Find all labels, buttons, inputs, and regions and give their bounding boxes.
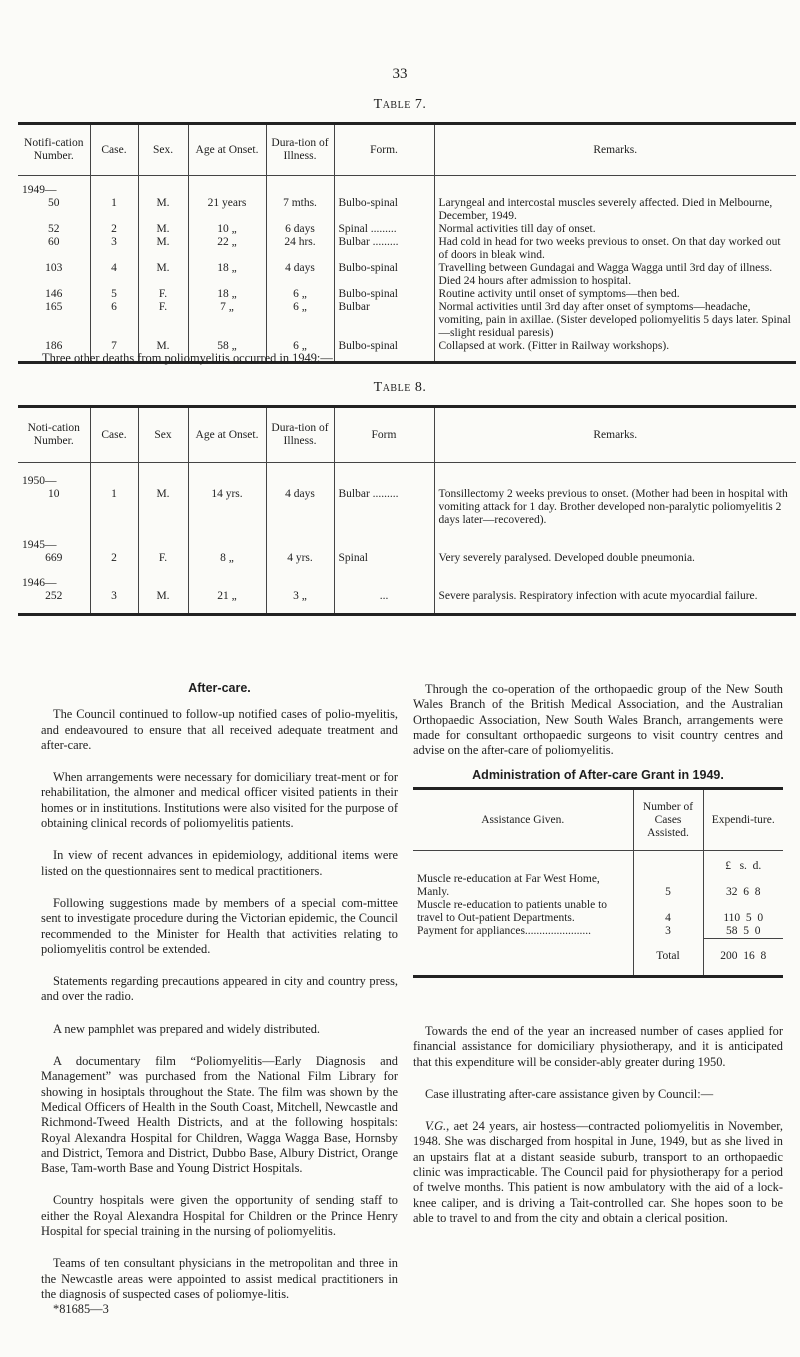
t7-cell-form: Bulbo-spinal	[334, 262, 434, 288]
currency-row	[703, 851, 783, 873]
t7-header-form: Form.	[334, 124, 434, 176]
t8-cell-remarks: Severe paralysis. Respiratory infection with acute myocardial failure.	[438, 590, 758, 602]
grant-header-assistance: Assistance Given.	[413, 789, 633, 851]
print-code: *81685—3	[53, 1302, 109, 1317]
paragraph: Country hospitals were given the opportunity of sending staff to either the Royal Alexandra Hospital for Children or the Prince Henry Hospital for special training in the nursing of poliomyelitis.	[41, 1193, 398, 1239]
t8-year: 1950—	[18, 463, 90, 489]
t7-cell-case: 1	[90, 197, 138, 223]
t7-header-age: Age at Onset.	[188, 124, 266, 176]
pence-unit: d.	[752, 859, 762, 872]
t7-header-notification: Notifi-cation Number.	[18, 124, 90, 176]
t7-cell-sex: F.	[138, 288, 188, 301]
t7-cell-form: Bulbo-spinal	[334, 288, 434, 301]
table-row	[413, 899, 783, 925]
t8-cell-age: 21 „	[188, 590, 266, 615]
t7-cell-case: 6	[90, 301, 138, 340]
between-text: Three other deaths from poliomyelitis occurred in 1949:—	[42, 351, 333, 365]
grant-cell-label: Payment for appliances.......................	[413, 925, 633, 939]
grant-cell-cases: 5	[633, 873, 703, 899]
grant-cell-amount: 110 5 0	[723, 911, 764, 924]
t7-year: 1949—	[18, 176, 90, 198]
t7-cell-duration: 4 days	[266, 262, 334, 288]
t8-header-form: Form	[334, 407, 434, 463]
t8-cell-form: Bulbar .........	[334, 488, 434, 527]
t8-cell-duration: 3 „	[266, 590, 334, 615]
t7-header-duration: Dura-tion of Illness.	[266, 124, 334, 176]
t8-cell-case: 3	[90, 590, 138, 615]
t7-cell-form: Spinal .........	[334, 223, 434, 236]
t7-cell-remarks: Normal activities until 3rd day after onset of symptoms—headache, vomiting, pain in axillae. (Sister developed poliomyelitis 5 days later. Spinal—slight residual paresis)	[438, 301, 791, 339]
grant-cell-cases: 4	[633, 899, 703, 925]
table-row	[18, 552, 796, 565]
t8-cell-age: 14 yrs.	[188, 488, 266, 527]
case-paragraph	[413, 1119, 783, 1226]
t7-cell-case: 3	[90, 236, 138, 262]
paragraph: The Council continued to follow-up notified cases of polio-myelitis, and endeavoured to ensure that all received adequate treatment and after-care.	[41, 707, 398, 752]
t8-year: 1945—	[18, 527, 90, 552]
t7-cell-case: 4	[90, 262, 138, 288]
grant-table	[413, 787, 783, 978]
t8-year: 1946—	[18, 565, 90, 590]
grant-cell-amount: 58 5 0	[703, 925, 783, 939]
grant-header-cases: Number of Cases Assisted.	[633, 789, 703, 851]
t7-cell-form: Bulbar .........	[334, 236, 434, 262]
grant-header-expenditure: Expendi-ture.	[703, 789, 783, 851]
t7-cell-case: 2	[90, 223, 138, 236]
t7-header-case: Case.	[90, 124, 138, 176]
t8-cell-duration: 4 yrs.	[266, 552, 334, 565]
paragraph: Statements regarding precautions appeared in city and country press, and over the radio.	[41, 974, 398, 1004]
t7-cell-age: 10 „	[188, 223, 266, 236]
pounds-unit: £	[725, 859, 731, 872]
t7-cell-duration: 6 days	[266, 223, 334, 236]
t7-cell-age: 18 „	[188, 262, 266, 288]
t8-cell-age: 8 „	[188, 552, 266, 565]
table-7	[18, 122, 796, 364]
t7-cell-age: 58 „	[188, 340, 266, 363]
t7-cell-num: 146	[18, 288, 90, 301]
t7-cell-duration: 24 hrs.	[266, 236, 334, 262]
right-column	[413, 682, 783, 784]
t8-header-duration: Dura-tion of Illness.	[266, 407, 334, 463]
t7-cell-num: 50	[18, 197, 90, 223]
t7-cell-num: 165	[18, 301, 90, 340]
t7-cell-sex: F.	[138, 301, 188, 340]
t7-cell-duration: 6 „	[266, 340, 334, 363]
t7-cell-age: 21 years	[188, 197, 266, 223]
t7-cell-form: Bulbar	[334, 301, 434, 340]
t7-cell-remarks: Laryngeal and intercostal muscles severely affected. Died in Melbourne, December, 1949.	[438, 197, 773, 222]
t7-cell-num: 103	[18, 262, 90, 288]
t8-cell-case: 2	[90, 552, 138, 565]
t8-cell-sex: M.	[138, 488, 188, 527]
grant-total-amount: 200 16 8	[720, 950, 767, 962]
t7-cell-case: 5	[90, 288, 138, 301]
case-name: V.G.	[425, 1119, 447, 1134]
table-row	[18, 590, 796, 615]
t8-cell-num: 252	[18, 590, 90, 615]
t7-cell-age: 22 „	[188, 236, 266, 262]
t7-header-sex: Sex.	[138, 124, 188, 176]
paragraph: A new pamphlet was prepared and widely distributed.	[53, 1021, 321, 1036]
paragraph: When arrangements were necessary for domiciliary treat-ment or for rehabilitation, the almoner and medical officer visited patients in their homes or in institutions. Institutions were also visited for the purpose of obtaining clinical records of poliomyelitis patients.	[41, 770, 398, 831]
t8-cell-num: 10	[18, 488, 90, 527]
t7-cell-remarks: Routine activity until onset of symptoms—then bed.	[438, 288, 680, 300]
t7-cell-num: 52	[18, 223, 90, 236]
t7-cell-remarks: Normal activities till day of onset.	[438, 223, 596, 235]
t8-cell-num: 669	[18, 552, 90, 565]
case-text: , aet 24 years, air hostess—contracted poliomyelitis in November, 1948. She was discharged from hospital in June, 1949, but as she lived in an upstairs flat at a distant seaside suburb, transport to an orthopaedic clinic was impracticable. The Council paid for physiotherapy for a period of twelve months. This patient is now ambulatory with the aid of a lock-knee caliper, and is driving a Tait-controlled car. She hopes soon to be able to travel to and from the city and obtain a clerical position.	[413, 1119, 783, 1225]
table-row	[18, 197, 796, 223]
table-row	[413, 925, 783, 939]
table-8	[18, 405, 796, 616]
t7-cell-form: Bulbo-spinal	[334, 340, 434, 363]
t7-cell-age: 7 „	[188, 301, 266, 340]
table-7-caption: Table 7.	[373, 97, 427, 112]
t7-cell-duration: 7 mths.	[266, 197, 334, 223]
grant-heading: Administration of After-care Grant in 1949.	[472, 768, 724, 783]
t8-cell-sex: F.	[138, 552, 188, 565]
table-row	[413, 873, 783, 899]
grant-cell-amount: 32 6 8	[726, 885, 761, 898]
after-care-heading: After-care.	[188, 681, 251, 695]
t7-cell-num: 60	[18, 236, 90, 262]
paragraph: Through the co-operation of the orthopaedic group of the New South Wales Branch of the British Medical Association, and the Australian Orthopaedic Association, New South Wales Branch, arrangements were made for consultant orthopaedic surgeons to visit country centres and advise on the after-care of poliomyelitis.	[413, 682, 783, 758]
table-row	[18, 488, 796, 527]
t8-cell-sex: M.	[138, 590, 188, 615]
left-column	[41, 681, 398, 1318]
t7-cell-sex: M.	[138, 340, 188, 363]
paragraph: In view of recent advances in epidemiology, additional items were listed on the questionnaires sent to medical practitioners.	[41, 848, 398, 878]
table-row	[18, 262, 796, 288]
t8-cell-duration: 4 days	[266, 488, 334, 527]
paragraph: A documentary film “Poliomyelitis—Early Diagnosis and Management” was purchased from the National Film Library for showing in hosiptals throughout the State. The film was shown by the Medical Officers of Health in the South Coast, Mitchell, Newcastle and Richmond-Tweed Health Districts, and at the following hospitals: Royal Alexandra Hospital for Children, Wagga Wagga Base, Hornsby and District, Temora and District, Dubbo Base, Albury District, Orange Base, Tam-worth Base and Young District Hospitals.	[41, 1054, 398, 1176]
t7-cell-age: 18 „	[188, 288, 266, 301]
t8-cell-form: ...	[334, 590, 434, 615]
table-row	[18, 236, 796, 262]
table-8-caption: Table 8.	[373, 380, 427, 395]
t8-header-notification: Noti-cation Number.	[18, 407, 90, 463]
paragraph: Towards the end of the year an increased number of cases applied for financial assistance for domiciliary physiotherapy, and it is anticipated that this expenditure will be consider-ably greater during 1950.	[413, 1024, 783, 1069]
t7-cell-remarks: Had cold in head for two weeks previous to onset. On that day worked out of doors in bleak wind.	[438, 236, 781, 261]
paragraph: Teams of ten consultant physicians in the metropolitan and three in the Newcastle areas were appointed to assist medical practitioners in the diagnosis of suspected cases of poliomye-litis.	[41, 1256, 398, 1301]
t7-cell-remarks: Collapsed at work. (Fitter in Railway workshops).	[438, 340, 670, 352]
t8-cell-remarks: Very severely paralysed. Developed double pneumonia.	[438, 552, 695, 564]
grant-total-label: Total	[633, 938, 703, 976]
t8-header-remarks: Remarks.	[434, 407, 796, 463]
shillings-unit: s.	[739, 859, 747, 872]
t7-cell-sex: M.	[138, 223, 188, 236]
t7-cell-sex: M.	[138, 197, 188, 223]
t7-cell-num: 186	[18, 340, 90, 363]
t8-header-case: Case.	[90, 407, 138, 463]
grant-cell-label: Muscle re-education at Far West Home, Manly.	[413, 873, 633, 899]
t7-cell-remarks: Travelling between Gundagai and Wagga Wagga until 3rd day of illness. Died 24 hours after admission to hospital.	[438, 262, 773, 287]
t7-cell-case: 7	[90, 340, 138, 363]
t8-header-sex: Sex	[138, 407, 188, 463]
page-number: 33	[392, 66, 408, 82]
table-row	[18, 223, 796, 236]
paragraph: Following suggestions made by members of a special com-mittee sent to investigate procedure during the Victorian epidemic, the Council recommended to the Minister for Health that activities relating to poliomyelitis control be extended.	[41, 895, 398, 956]
table-row	[18, 288, 796, 301]
paragraph: Case illustrating after-care assistance given by Council:—	[425, 1086, 714, 1101]
t8-header-age: Age at Onset.	[188, 407, 266, 463]
grant-cell-cases: 3	[633, 925, 703, 939]
t7-cell-sex: M.	[138, 236, 188, 262]
t7-cell-duration: 6 „	[266, 301, 334, 340]
right-column-lower	[413, 1024, 783, 1226]
t8-cell-remarks: Tonsillectomy 2 weeks previous to onset. (Mother had been in hospital with vomiting attack for 1 day. Brother developed non-paralytic poliomyelitis 2 days later—recovered).	[438, 488, 788, 526]
t7-header-remarks: Remarks.	[434, 124, 796, 176]
t8-cell-case: 1	[90, 488, 138, 527]
table-row	[18, 301, 796, 340]
t8-cell-form: Spinal	[334, 552, 434, 565]
grant-cell-label: Muscle re-education to patients unable to travel to Out-patient Departments.	[413, 899, 633, 925]
t7-cell-form: Bulbo-spinal	[334, 197, 434, 223]
t7-cell-duration: 6 „	[266, 288, 334, 301]
t7-cell-sex: M.	[138, 262, 188, 288]
